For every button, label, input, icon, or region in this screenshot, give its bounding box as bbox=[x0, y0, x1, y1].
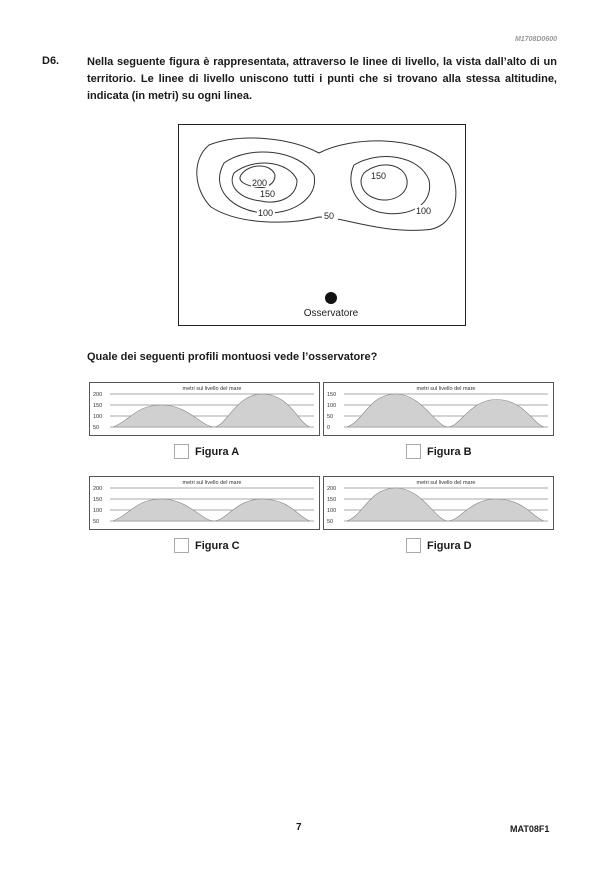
contour-map-drawing bbox=[179, 125, 465, 325]
tick-label: 200 bbox=[93, 392, 103, 398]
question-prompt: Quale dei seguenti profili montuosi vede l’osservatore? bbox=[87, 351, 378, 363]
contour-label: 150 bbox=[371, 171, 387, 181]
option-d-label: Figura D bbox=[427, 539, 472, 552]
contour-label: 200 bbox=[252, 178, 268, 188]
tick-label: 100 bbox=[327, 508, 337, 514]
tick-label: 200 bbox=[93, 486, 103, 492]
profile-chart-c bbox=[89, 476, 320, 530]
contour-label: 150 bbox=[260, 189, 276, 199]
option-b-label: Figura B bbox=[427, 445, 472, 458]
mountain-profile bbox=[347, 394, 544, 427]
option-b-checkbox[interactable] bbox=[406, 444, 421, 459]
option-a[interactable] bbox=[174, 444, 239, 459]
tick-label: 200 bbox=[327, 486, 337, 492]
profile-svg bbox=[90, 477, 319, 529]
profile-svg bbox=[324, 477, 553, 529]
question-number: D6. bbox=[42, 55, 60, 67]
tick-label: 50 bbox=[327, 519, 334, 525]
tick-label: 50 bbox=[327, 414, 334, 420]
option-d-checkbox[interactable] bbox=[406, 538, 421, 553]
profile-title: metri sul livello del mare bbox=[416, 386, 476, 392]
page-number: 7 bbox=[296, 822, 302, 833]
mountain-profile bbox=[113, 394, 310, 427]
tick-label: 0 bbox=[327, 425, 331, 431]
question-text: Nella seguente figura è rappresentata, attraverso le linee di livello, la vista dall’alto di un territorio. Le linee di livello uniscono tutti i punti che si trovano alla stessa altitudine, indicata (in metri) su ogni linea. bbox=[87, 56, 557, 102]
contour-label: 50 bbox=[324, 211, 335, 221]
observer-label: Osservatore bbox=[303, 308, 359, 319]
option-d[interactable] bbox=[406, 538, 472, 553]
profile-title: metri sul livello del mare bbox=[416, 480, 476, 486]
tick-label: 100 bbox=[93, 414, 103, 420]
tick-label: 100 bbox=[327, 403, 337, 409]
profile-title: metri sul livello del mare bbox=[182, 386, 242, 392]
profile-svg bbox=[324, 383, 553, 435]
tick-label: 50 bbox=[93, 519, 100, 525]
profile-chart-a bbox=[89, 382, 320, 436]
profile-chart-d bbox=[323, 476, 554, 530]
contour-label: 100 bbox=[416, 206, 432, 216]
contour-map bbox=[178, 124, 466, 326]
option-a-checkbox[interactable] bbox=[174, 444, 189, 459]
profile-chart-b bbox=[323, 382, 554, 436]
tick-label: 50 bbox=[93, 425, 100, 431]
option-c-checkbox[interactable] bbox=[174, 538, 189, 553]
profile-svg bbox=[90, 383, 319, 435]
tick-label: 150 bbox=[327, 497, 337, 503]
tick-label: 150 bbox=[93, 497, 103, 503]
mountain-profile bbox=[347, 488, 544, 521]
option-b[interactable] bbox=[406, 444, 472, 459]
option-c[interactable] bbox=[174, 538, 240, 553]
tick-label: 150 bbox=[327, 392, 337, 398]
contour-label: 100 bbox=[258, 208, 274, 218]
option-c-label: Figura C bbox=[195, 539, 240, 552]
option-a-label: Figura A bbox=[195, 445, 240, 458]
tick-label: 100 bbox=[93, 508, 103, 514]
footer-code: MAT08F1 bbox=[510, 824, 550, 834]
document-code: M1708D0600 bbox=[514, 36, 557, 43]
tick-label: 150 bbox=[93, 403, 103, 409]
profile-title: metri sul livello del mare bbox=[182, 480, 242, 486]
